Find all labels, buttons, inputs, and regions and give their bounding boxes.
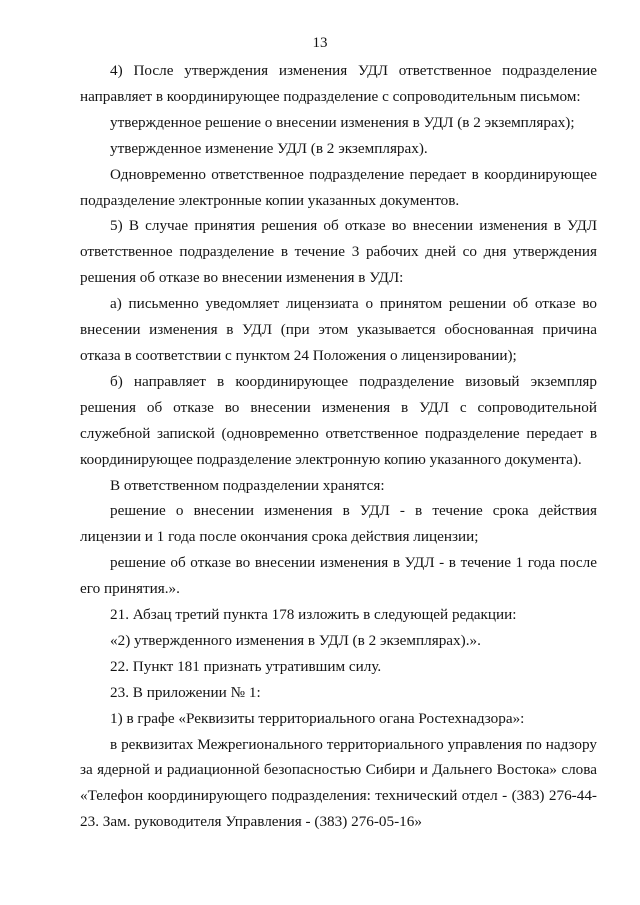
paragraph-refusal-storage: решение об отказе во внесении изменения в УДЛ - в течение 1 года после его принятия.». (80, 554, 597, 598)
paragraph-stored: В ответственном подразделении хранятся: (110, 476, 385, 494)
paragraph-decision-storage: решение о внесении изменения в УДЛ - в течение срока действия лицензии и 1 года после окончания срока действия лицензии; (80, 502, 597, 546)
paragraph-item-21: 21. Абзац третий пункта 178 изложить в следующей редакции: (110, 606, 517, 624)
paragraph-sub-b: б) направляет в координирующее подразделение визовый экземпляр решения об отказе во внесении изменения в УДЛ с сопроводительной служебной запиской (одновременно ответственное подразделение передает в координирующее подразделение электронную копию указанного документа). (80, 372, 597, 468)
paragraph-item-4: 4) После утверждения изменения УДЛ ответственное подразделение направляет в координирующее подразделение с сопроводительным письмом: (80, 62, 597, 105)
paragraph-item-5: 5) В случае принятия решения об отказе во внесении изменения в УДЛ ответственное подразделение в течение 3 рабочих дней со дня утверждения решения об отказе во внесении изменения в УДЛ: (80, 217, 597, 287)
paragraph-electronic-copies: Одновременно ответственное подразделение передает в координирующее подразделение электронные копии указанных документов. (80, 165, 597, 209)
paragraph-requisites: в реквизитах Межрегионального территориального управления по надзору за ядерной и радиационной безопасностью Сибири и Дальнего Востока» слова «Телефон координирующего подразделения: технический отдел - (383) 276-44-23. Зам. руководителя Управления - (383) 276-05-16» (80, 735, 597, 831)
paragraph-approved-change: утвержденное изменение УДЛ (в 2 экземплярах). (110, 139, 428, 157)
page-number: 13 (312, 35, 328, 51)
paragraph-sub-a: а) письменно уведомляет лицензиата о принятом решении об отказе во внесении изменения в УДЛ (при этом указывается обоснованная причина отказа в соответствии с пунктом 24 Положения о лицензировании); (80, 295, 597, 364)
paragraph-item-23-1: 1) в графе «Реквизиты территориального огана Ростехнадзора»: (110, 709, 525, 727)
paragraph-approved-decision: утвержденное решение о внесении изменения в УДЛ (в 2 экземплярах); (110, 113, 575, 131)
document-body (80, 58, 597, 835)
paragraph-item-21-text: «2) утвержденного изменения в УДЛ (в 2 экземплярах).». (110, 631, 481, 649)
paragraph-item-22: 22. Пункт 181 признать утратившим силу. (110, 657, 382, 675)
paragraph-item-23: 23. В приложении № 1: (110, 683, 261, 701)
